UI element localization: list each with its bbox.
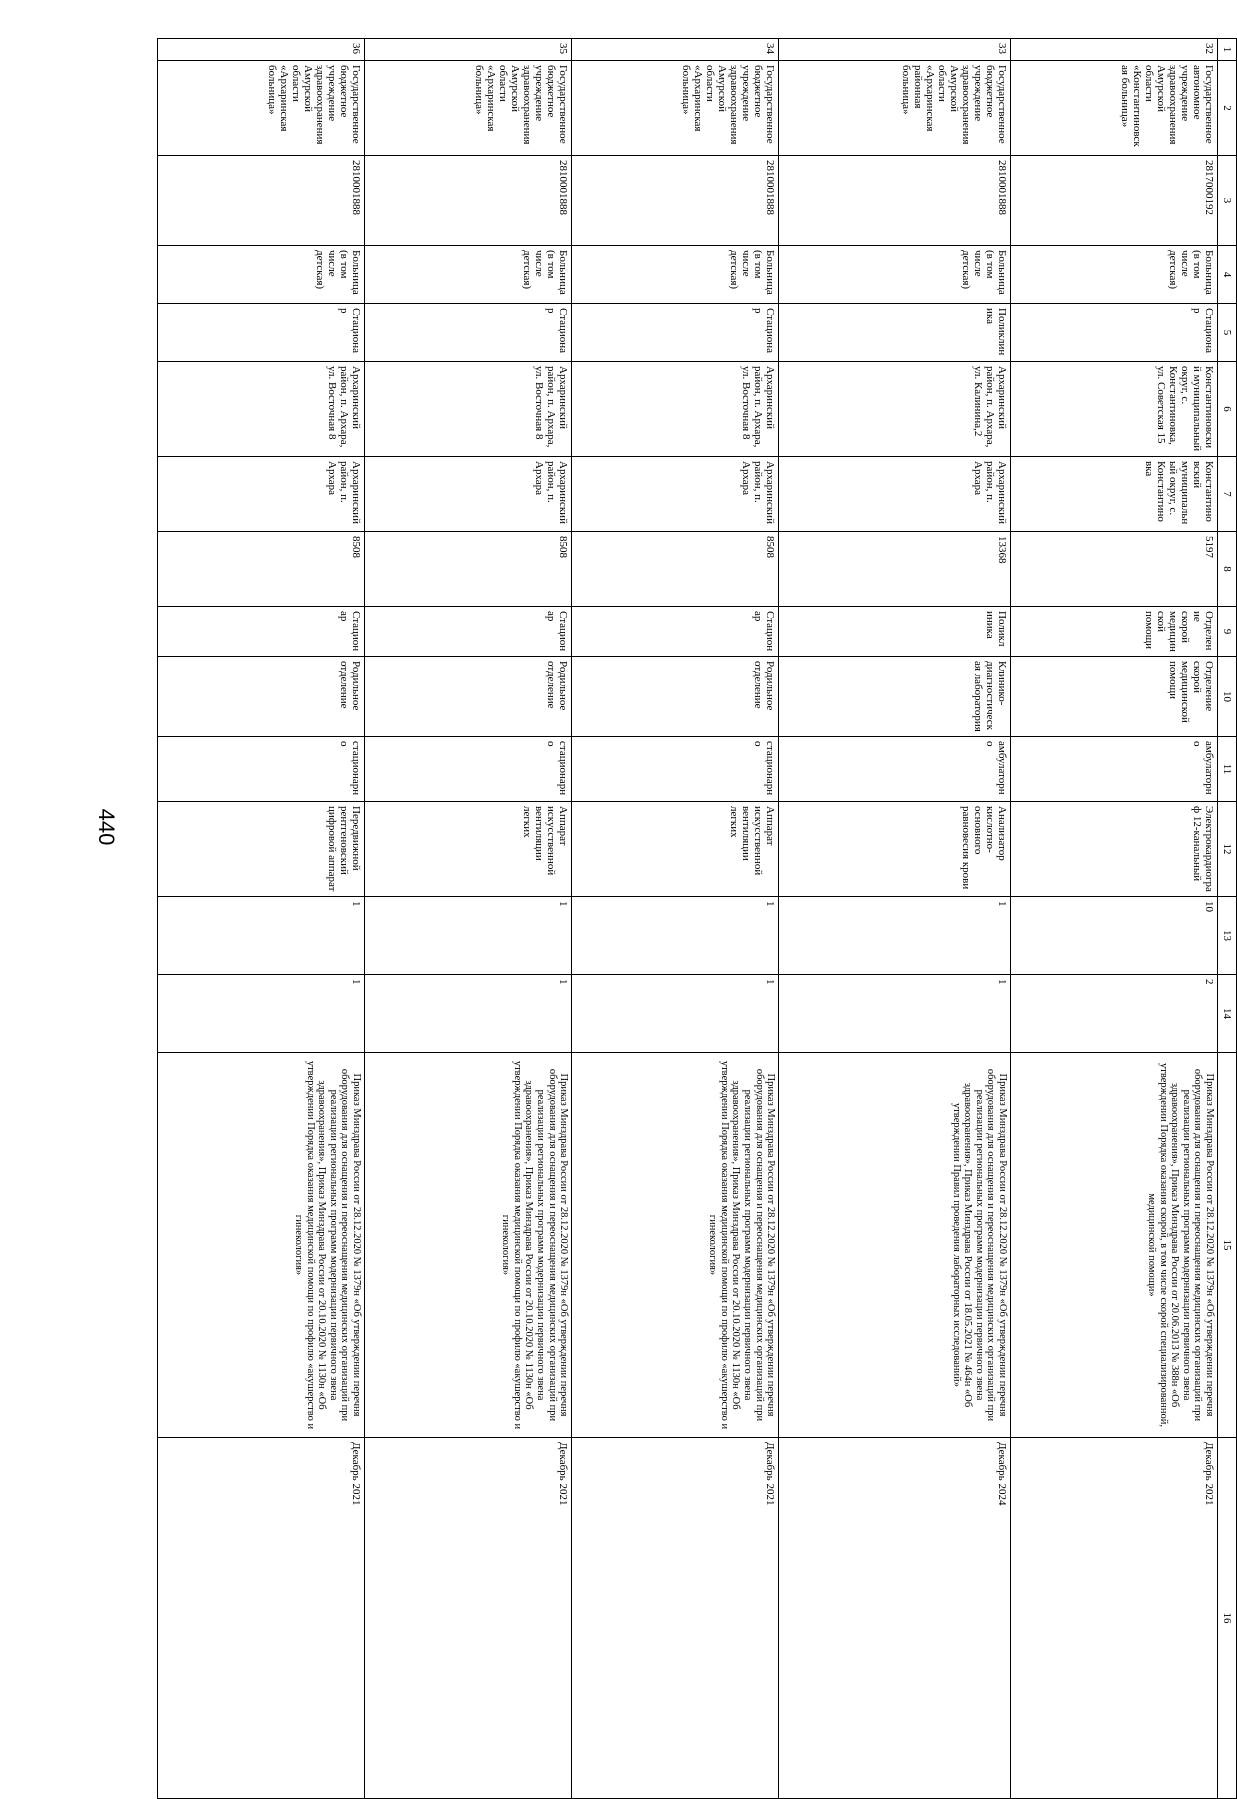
column-number: 10 (1218, 657, 1237, 737)
settlement: Архаринский район, п. Архара (158, 457, 365, 532)
column-number: 1 (1218, 39, 1237, 61)
organization-type: Больница (в том числе детская) (158, 246, 365, 304)
table-row (779, 39, 1011, 1799)
organization-name: Государственное бюджетное учреждение здравоохранения Амурской области «Архаринская больница» (158, 61, 365, 156)
quantity-required: 1 (365, 897, 572, 975)
settlement: Константиновский муниципальный округ, с. Константиновка (1010, 457, 1217, 532)
row-number: 32 (1010, 39, 1217, 61)
row-number: 36 (158, 39, 365, 61)
table-row (1010, 39, 1217, 1799)
row-number: 33 (779, 39, 1011, 61)
column-number: 14 (1218, 975, 1237, 1053)
inn: 2810001888 (365, 156, 572, 246)
inn: 2810001888 (572, 156, 779, 246)
column-number: 9 (1218, 607, 1237, 657)
inn: 2817000192 (1010, 156, 1217, 246)
deadline: Декабрь 2021 (365, 1438, 572, 1799)
column-number: 12 (1218, 802, 1237, 897)
address: Архаринский район, п. Архара, ул. Калинина,2 (779, 362, 1011, 457)
column-number: 11 (1218, 737, 1237, 802)
deadline: Декабрь 2021 (572, 1438, 779, 1799)
legal-basis: Приказ Минздрава России от 28.12.2020 № 1379н «Об утверждении перечня оборудования для оснащения и переоснащения медицинских организаций при реализации региональных программ модернизации первичного звена здравоохранения», Приказ Минздрава России от 20.10.2020 № 1130н «Об утверждении Порядка оказания медицинской помощи по профилю «акушерство и гинекология» (572, 1053, 779, 1438)
column-number: 7 (1218, 457, 1237, 532)
column-number: 6 (1218, 362, 1237, 457)
column-number: 3 (1218, 156, 1237, 246)
equipment-name: Аппарат искусственной вентиляции легких (365, 802, 572, 897)
table-row (158, 39, 365, 1799)
deadline: Декабрь 2021 (1010, 1438, 1217, 1799)
care-conditions: амбулаторно (779, 737, 1011, 802)
column-number: 13 (1218, 897, 1237, 975)
address: Константиновский муниципальный округ, с. Константиновка, ул. Советская 15 (1010, 362, 1217, 457)
equipment-name: Электрокардиограф 12-канальный (1010, 802, 1217, 897)
organization-type: Больница (в том числе детская) (779, 246, 1011, 304)
organization-name: Государственное бюджетное учреждение здравоохранения Амурской области «Архаринская больница» (365, 61, 572, 156)
inn: 2810001888 (779, 156, 1011, 246)
address: Архаринский район, п. Архара, ул. Восточная 8 (365, 362, 572, 457)
department: Родильное отделение (572, 657, 779, 737)
department: Отделение скорой медицинской помощи (1010, 657, 1217, 737)
legal-basis: Приказ Минздрава России от 28.12.2020 № 1379н «Об утверждении перечня оборудования для оснащения и переоснащения медицинских организаций при реализации региональных программ модернизации первичного звена здравоохранения», Приказ Минздрава России от 20.10.2020 № 1130н «Об утверждении Порядка оказания медицинской помощи по профилю «акушерство и гинекология» (158, 1053, 365, 1438)
division: Стационар (365, 607, 572, 657)
quantity-planned: 1 (365, 975, 572, 1053)
quantity-required: 10 (1010, 897, 1217, 975)
row-number: 35 (365, 39, 572, 61)
equipment-register-table (157, 38, 1237, 1799)
settlement: Архаринский район, п. Архара (572, 457, 779, 532)
quantity-planned: 1 (572, 975, 779, 1053)
settlement: Архаринский район, п. Архара (779, 457, 1011, 532)
organization-name: Государственное бюджетное учреждение здравоохранения Амурской области «Архаринская больница» (572, 61, 779, 156)
column-number: 15 (1218, 1053, 1237, 1438)
division: Стационар (158, 607, 365, 657)
department: Родильное отделение (365, 657, 572, 737)
population: 8508 (572, 532, 779, 607)
legal-basis: Приказ Минздрава России от 28.12.2020 № 1379н «Об утверждении перечня оборудования для оснащения и переоснащения медицинских организаций при реализации региональных программ модернизации первичного звена здравоохранения», Приказ Минздрава России от 20.06.2013 № 388н «Об утверждении Порядка оказания скорой, в том числе скорой специализированной, медицинской помощи» (1010, 1053, 1217, 1438)
organization-type: Больница (в том числе детская) (1010, 246, 1217, 304)
row-number: 34 (572, 39, 779, 61)
division: Отделение скорой медицинской помощи (1010, 607, 1217, 657)
deadline: Декабрь 2024 (779, 1438, 1011, 1799)
care-conditions: стационарно (158, 737, 365, 802)
equipment-name: Анализатор кислотно-основного равновесия крови (779, 802, 1011, 897)
care-conditions: амбулаторно (1010, 737, 1217, 802)
quantity-required: 1 (158, 897, 365, 975)
column-number: 2 (1218, 61, 1237, 156)
division: Поликлиника (779, 607, 1011, 657)
page-number: 440 (94, 808, 119, 846)
quantity-required: 1 (572, 897, 779, 975)
organization-type: Больница (в том числе детская) (365, 246, 572, 304)
address: Архаринский район, п. Архара, ул. Восточная 8 (572, 362, 779, 457)
organization-name: Государственное бюджетное учреждение здравоохранения Амурской области «Архаринская районная больница» (779, 61, 1011, 156)
population: 5197 (1010, 532, 1217, 607)
unit-type: Поликлиника (779, 304, 1011, 362)
deadline: Декабрь 2021 (158, 1438, 365, 1799)
unit-type: Стационар (158, 304, 365, 362)
unit-type: Стационар (365, 304, 572, 362)
care-conditions: стационарно (572, 737, 779, 802)
department: Родильное отделение (158, 657, 365, 737)
legal-basis: Приказ Минздрава России от 28.12.2020 № 1379н «Об утверждении перечня оборудования для оснащения и переоснащения медицинских организаций при реализации региональных программ модернизации первичного звена здравоохранения», Приказ Минздрава России от 18.05.2021 № 464н «Об утверждении Правил проведения лабораторных исследований» (779, 1053, 1011, 1438)
department: Клинико-диагностическая лаборатория (779, 657, 1011, 737)
rotated-page-content (157, 38, 1237, 1698)
quantity-planned: 2 (1010, 975, 1217, 1053)
column-number: 16 (1218, 1438, 1237, 1799)
care-conditions: стационарно (365, 737, 572, 802)
table-row (365, 39, 572, 1799)
quantity-planned: 1 (158, 975, 365, 1053)
organization-name: Государственное автономное учреждение здравоохранения Амурской области «Константиновская больница» (1010, 61, 1217, 156)
equipment-name: Аппарат искусственной вентиляции легких (572, 802, 779, 897)
table-row (572, 39, 779, 1799)
unit-type: Стационар (572, 304, 779, 362)
population: 13368 (779, 532, 1011, 607)
quantity-required: 1 (779, 897, 1011, 975)
legal-basis: Приказ Минздрава России от 28.12.2020 № 1379н «Об утверждении перечня оборудования для оснащения и переоснащения медицинских организаций при реализации региональных программ модернизации первичного звена здравоохранения», Приказ Минздрава России от 20.10.2020 № 1130н «Об утверждении Порядка оказания медицинской помощи по профилю «акушерство и гинекология» (365, 1053, 572, 1438)
unit-type: Стационар (1010, 304, 1217, 362)
column-number: 5 (1218, 304, 1237, 362)
inn: 2810001888 (158, 156, 365, 246)
quantity-planned: 1 (779, 975, 1011, 1053)
address: Архаринский район, п. Архара, ул. Восточная 8 (158, 362, 365, 457)
column-number: 8 (1218, 532, 1237, 607)
population: 8508 (158, 532, 365, 607)
column-number-row (1218, 39, 1237, 1799)
column-number: 4 (1218, 246, 1237, 304)
settlement: Архаринский район, п. Архара (365, 457, 572, 532)
organization-type: Больница (в том числе детская) (572, 246, 779, 304)
division: Стационар (572, 607, 779, 657)
equipment-name: Передвижной рентгеновский цифровой аппарат (158, 802, 365, 897)
population: 8508 (365, 532, 572, 607)
